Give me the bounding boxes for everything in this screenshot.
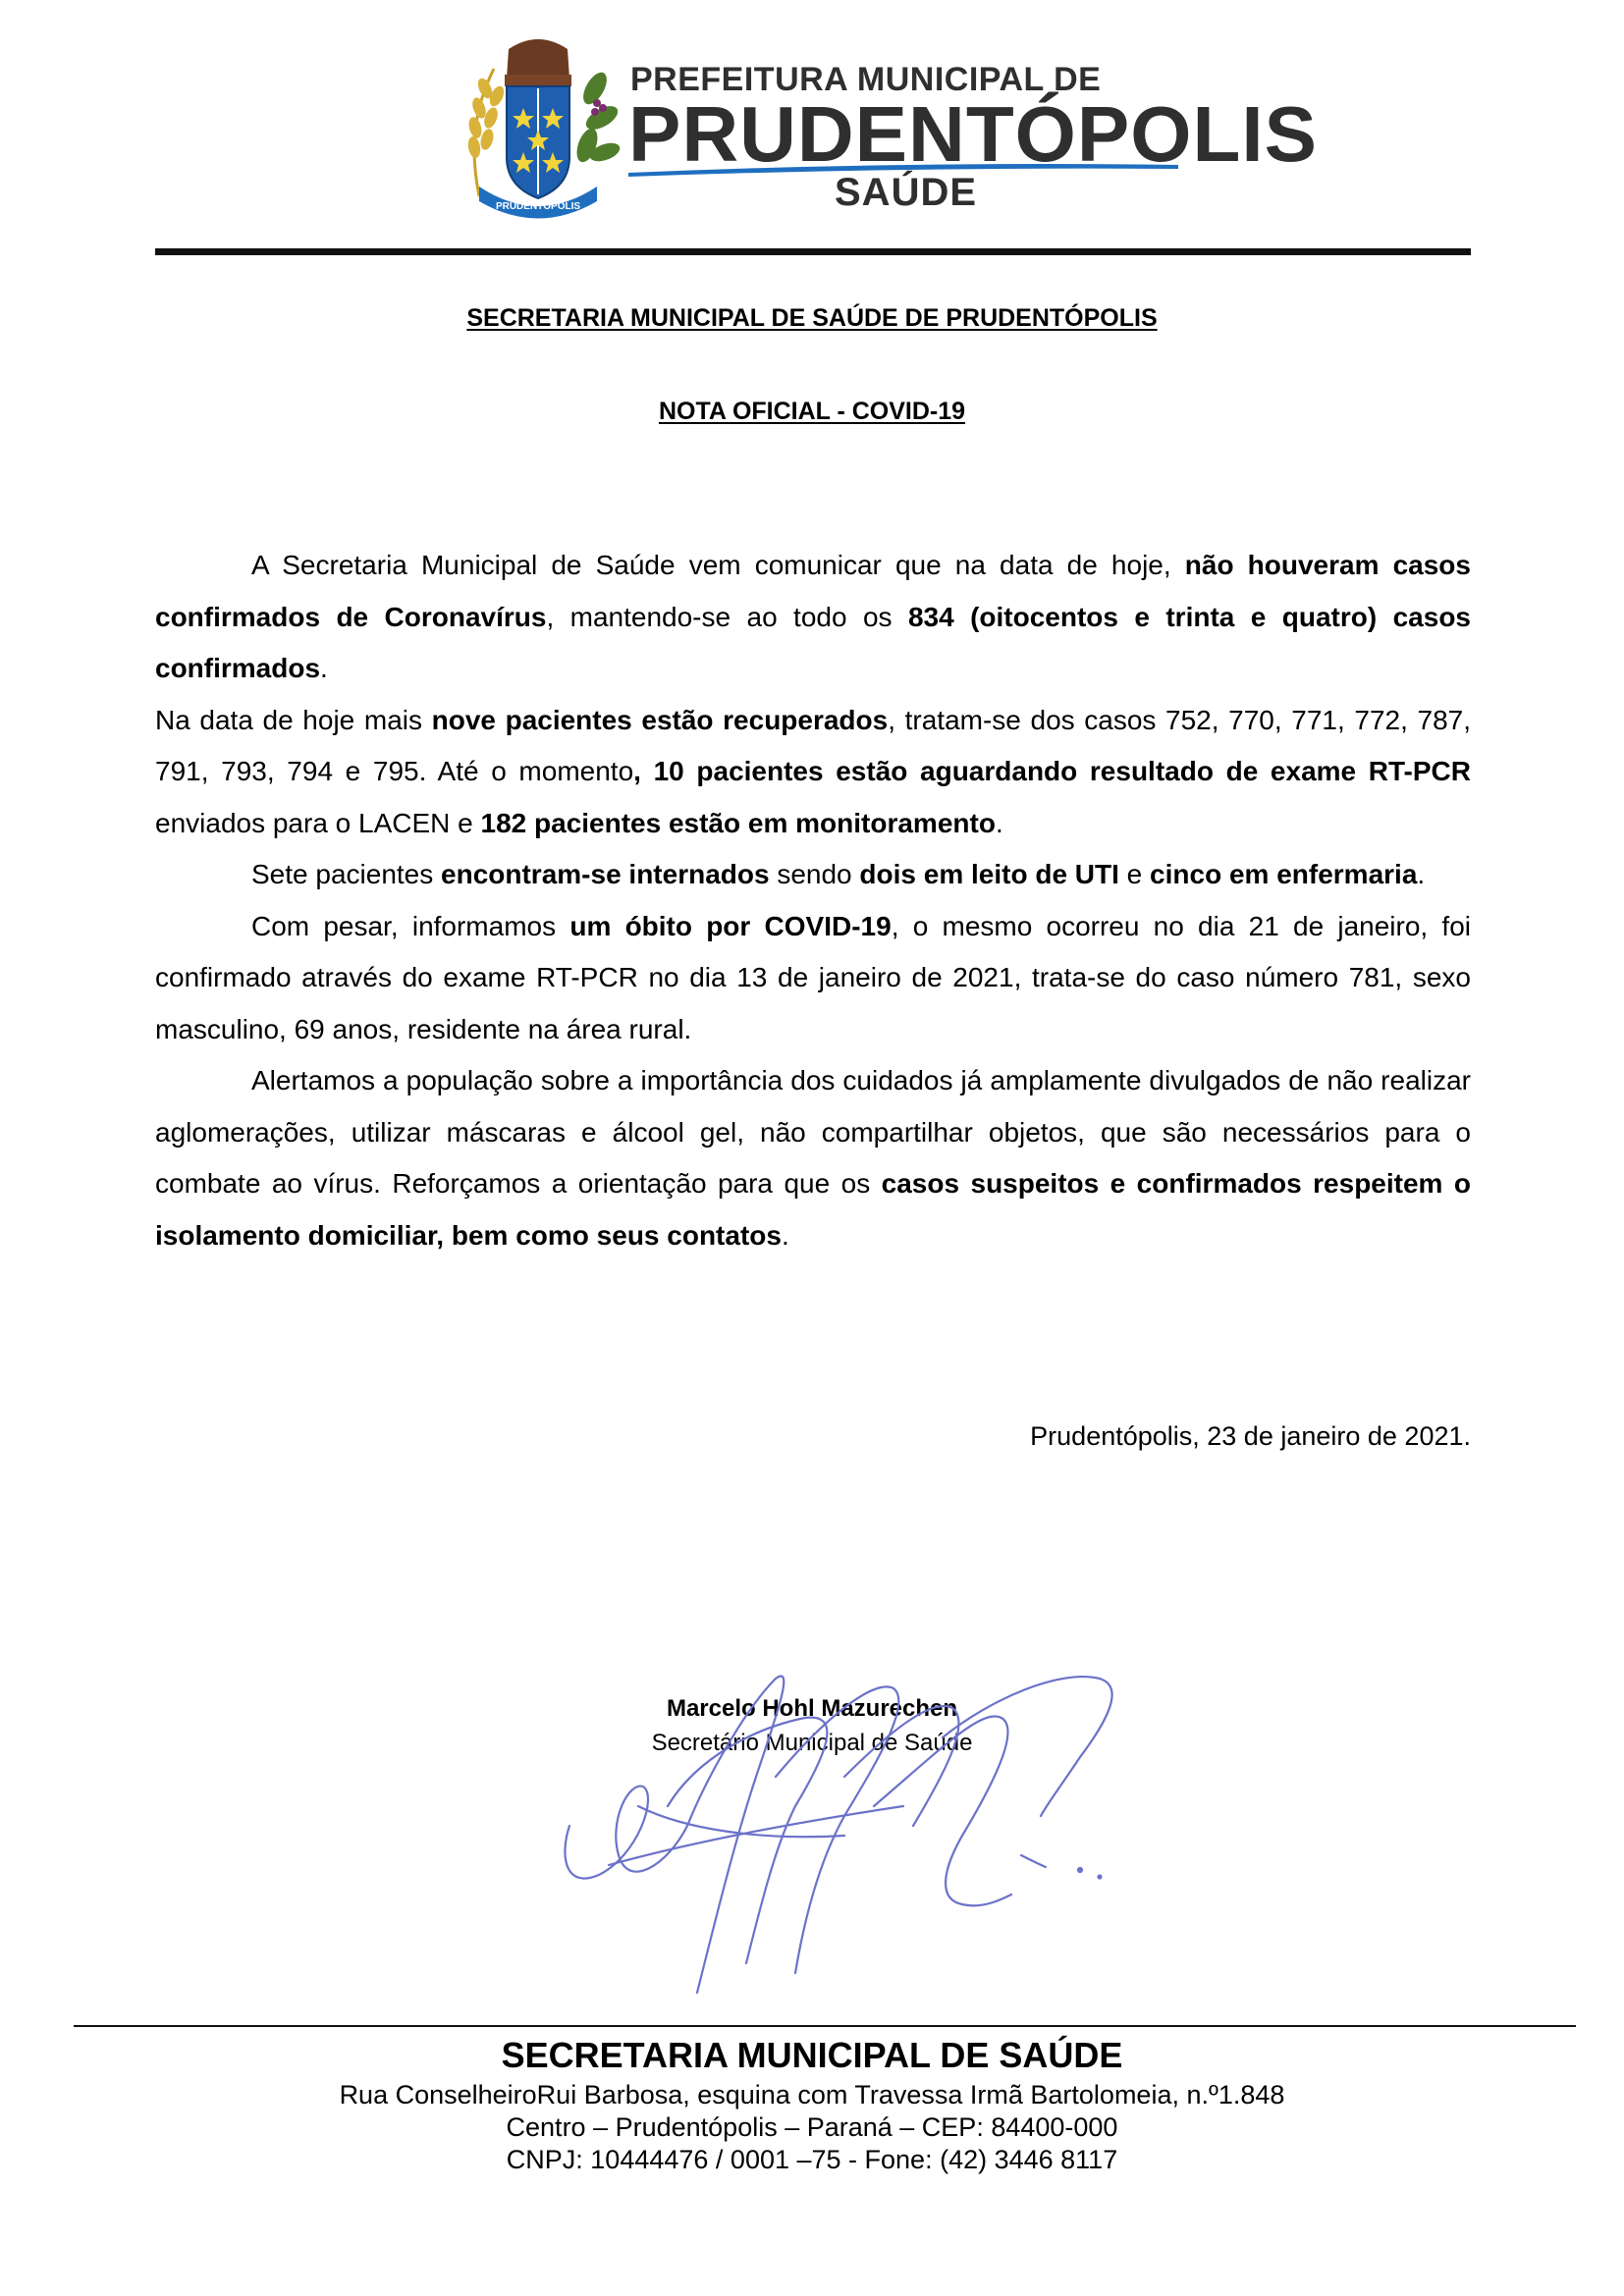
footer-city: Centro – Prudentópolis – Paraná – CEP: 84400-000 bbox=[506, 2112, 1118, 2142]
bold-text-run: 182 pacientes estão em monitoramento bbox=[480, 807, 996, 838]
bold-text-run: não houveram casos confirmados de Coronavírus bbox=[155, 550, 1471, 632]
bold-text-run: casos suspeitos e confirmados respeitem o isolamento domiciliar, bem como seus contatos bbox=[155, 1168, 1471, 1251]
bold-text-run: encontram-se internados bbox=[441, 859, 770, 889]
bold-text-run: nove pacientes estão recuperados bbox=[431, 704, 889, 735]
footer-divider bbox=[74, 2025, 1576, 2027]
footer bbox=[0, 2032, 1624, 2176]
text-run: enviados para o LACEN e bbox=[155, 807, 481, 838]
paragraph-2 bbox=[155, 695, 1471, 850]
bold-text-run: 834 (oitocentos e trinta e quatro) casos confirmados bbox=[155, 601, 1471, 683]
text-run: Com pesar, informamos bbox=[251, 910, 570, 941]
signatory-name: Marcelo Hohl Mazurechen bbox=[666, 1695, 958, 1722]
letterhead bbox=[0, 0, 1624, 255]
footer-address: Rua ConselheiroRui Barbosa, esquina com Travessa Irmã Bartolomeia, n.º1.848 bbox=[339, 2080, 1285, 2109]
paragraph-3 bbox=[155, 849, 1471, 901]
text-run: , tratam-se dos casos 752, 770, 771, 772, 787, 791, 793, 794 e 795. Até o momento bbox=[155, 704, 1471, 786]
text-run: A Secretaria Municipal de Saúde vem comunicar que na data de hoje, bbox=[251, 550, 1185, 580]
text-run: sendo bbox=[769, 859, 860, 889]
document-nota-title: NOTA OFICIAL - COVID-19 bbox=[658, 398, 966, 425]
bold-text-run: um óbito por COVID-19 bbox=[569, 910, 892, 941]
brand-line-saude: SAÚDE bbox=[835, 171, 978, 214]
header-divider bbox=[155, 248, 1471, 255]
text-run: . bbox=[1417, 859, 1426, 889]
paragraph-5 bbox=[155, 1055, 1471, 1261]
text-run: Na data de hoje mais bbox=[155, 704, 432, 735]
brand-wordmark bbox=[628, 61, 1318, 214]
text-run: Sete pacientes bbox=[251, 859, 442, 889]
text-run: , o mesmo ocorreu no dia 21 de janeiro, foi confirmado através do exame RT-PCR no dia 13 de janeiro de 2021, trata-se do caso número 781, sexo masculino, 69 anos, residente na área rural. bbox=[155, 910, 1472, 1044]
bold-text-run: , 10 pacientes estão aguardando resultado de exame RT-PCR bbox=[633, 756, 1471, 786]
date-line: Prudentópolis, 23 de janeiro de 2021. bbox=[1030, 1421, 1471, 1451]
crest-ribbon-text: PRUDENTÓPOLIS bbox=[495, 201, 581, 212]
paragraph-1 bbox=[155, 540, 1471, 695]
text-run: . bbox=[781, 1219, 789, 1251]
brand-line-prefeitura: PREFEITURA MUNICIPAL DE bbox=[630, 61, 1102, 98]
text-run: . bbox=[320, 653, 328, 683]
paragraph-4 bbox=[155, 901, 1471, 1056]
text-run: . bbox=[995, 807, 1003, 838]
document-body bbox=[155, 540, 1471, 1261]
footer-title: SECRETARIA MUNICIPAL DE SAÚDE bbox=[501, 2035, 1123, 2075]
footer-contact: CNPJ: 10444476 / 0001 –75 - Fone: (42) 3446 8117 bbox=[506, 2145, 1118, 2174]
handwritten-signature bbox=[550, 1659, 1159, 2012]
municipal-crest-logo bbox=[440, 29, 636, 226]
bold-text-run: cinco em enfermaria bbox=[1150, 859, 1418, 889]
text-run: , mantendo-se ao todo os bbox=[546, 601, 908, 632]
brand-line-city: PRUDENTÓPOLIS bbox=[628, 90, 1318, 178]
text-run: e bbox=[1118, 859, 1151, 889]
signatory-role: Secretário Municipal de Saúde bbox=[651, 1730, 973, 1756]
text-run: Alertamos a população sobre a importância dos cuidados já amplamente divulgados de não realizar aglomerações, utilizar máscaras e álcool gel, não compartilhar objetos, que são necessários para o combate ao vírus. Reforçamos a orientação para que os bbox=[155, 1065, 1471, 1199]
document-org-title: SECRETARIA MUNICIPAL DE SAÚDE DE PRUDENTÓPOLIS bbox=[466, 304, 1158, 332]
bold-text-run: dois em leito de UTI bbox=[859, 859, 1119, 889]
